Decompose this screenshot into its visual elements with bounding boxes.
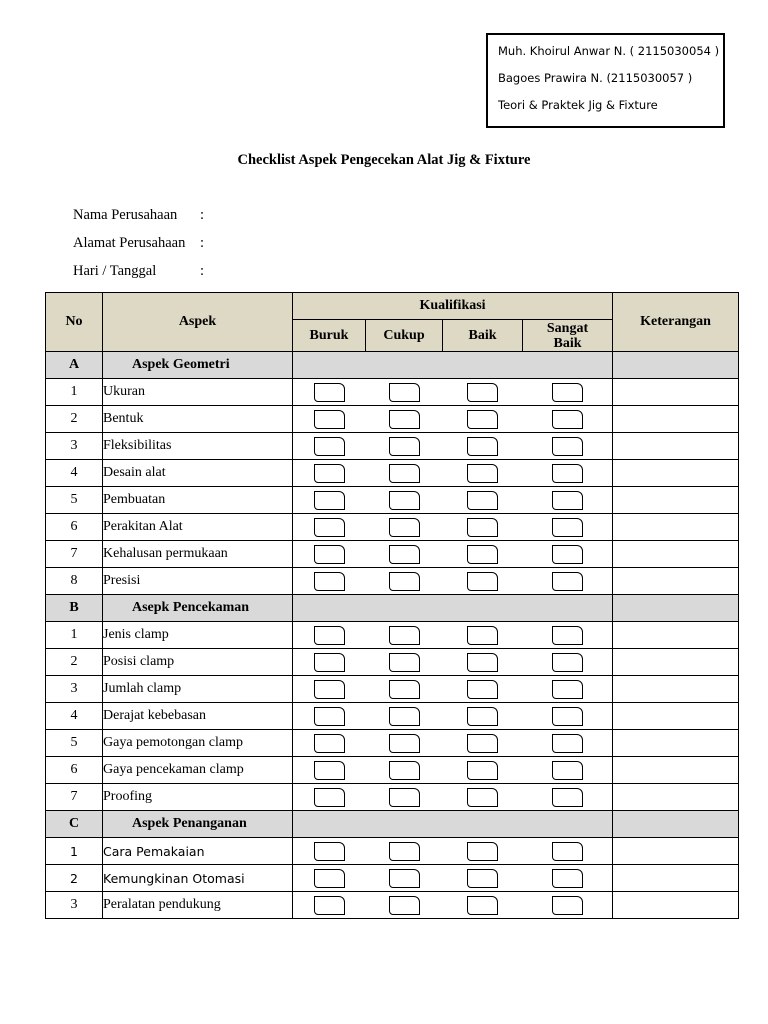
- section-keterangan: [613, 595, 739, 622]
- cell-cukup: [366, 865, 443, 892]
- header-aspek: Aspek: [103, 293, 293, 352]
- cell-baik: [443, 865, 523, 892]
- info-row-date: [73, 263, 204, 280]
- checkbox-cukup[interactable]: [389, 383, 420, 402]
- checkbox-baik[interactable]: [467, 842, 498, 861]
- cell-cukup: [366, 757, 443, 784]
- checkbox-sangat-baik[interactable]: [552, 545, 583, 564]
- section-title: Aspek Penanganan: [103, 811, 293, 838]
- cell-sangat-baik: [523, 460, 613, 487]
- cell-sangat-baik: [523, 865, 613, 892]
- row-aspek: Jenis clamp: [103, 622, 293, 649]
- header-sangat-baik: Sangat Baik: [523, 320, 613, 352]
- table-row: [46, 892, 739, 919]
- cell-cukup: [366, 514, 443, 541]
- info-label: Alamat Perusahaan: [73, 235, 186, 251]
- row-keterangan[interactable]: [613, 838, 739, 865]
- cell-cukup: [366, 433, 443, 460]
- checkbox-baik[interactable]: [467, 734, 498, 753]
- header-kualifikasi: Kualifikasi: [293, 293, 613, 320]
- row-number: 7: [46, 784, 103, 811]
- row-keterangan[interactable]: [613, 541, 739, 568]
- cell-baik: [443, 514, 523, 541]
- row-keterangan[interactable]: [613, 460, 739, 487]
- checkbox-sangat-baik[interactable]: [552, 680, 583, 699]
- row-number: 8: [46, 568, 103, 595]
- checkbox-sangat-baik[interactable]: [552, 437, 583, 456]
- cell-buruk: [293, 865, 366, 892]
- cell-baik: [443, 622, 523, 649]
- row-keterangan[interactable]: [613, 622, 739, 649]
- checklist-table: [45, 292, 739, 919]
- cell-sangat-baik: [523, 703, 613, 730]
- section-title: Aspek Geometri: [103, 352, 293, 379]
- checkbox-cukup[interactable]: [389, 842, 420, 861]
- table-row: [46, 541, 739, 568]
- table-row: [46, 784, 739, 811]
- author-info-box: [486, 33, 725, 128]
- row-number: 5: [46, 487, 103, 514]
- table-row: [46, 514, 739, 541]
- cell-baik: [443, 433, 523, 460]
- row-number: 6: [46, 514, 103, 541]
- row-keterangan[interactable]: [613, 676, 739, 703]
- checkbox-cukup[interactable]: [389, 680, 420, 699]
- header-no: No: [46, 293, 103, 352]
- row-number: 4: [46, 703, 103, 730]
- row-number: 6: [46, 757, 103, 784]
- cell-cukup: [366, 379, 443, 406]
- cell-sangat-baik: [523, 757, 613, 784]
- checkbox-sangat-baik[interactable]: [552, 896, 583, 915]
- cell-baik: [443, 784, 523, 811]
- checkbox-buruk[interactable]: [314, 707, 345, 726]
- checkbox-sangat-baik[interactable]: [552, 788, 583, 807]
- cell-cukup: [366, 406, 443, 433]
- cell-buruk: [293, 649, 366, 676]
- cell-baik: [443, 676, 523, 703]
- info-separator: :: [200, 263, 205, 279]
- row-keterangan[interactable]: [613, 892, 739, 919]
- table-row: [46, 487, 739, 514]
- checkbox-cukup[interactable]: [389, 410, 420, 429]
- cell-sangat-baik: [523, 568, 613, 595]
- checkbox-sangat-baik[interactable]: [552, 464, 583, 483]
- row-number: 1: [46, 838, 103, 865]
- header-keterangan: Keterangan: [613, 293, 739, 352]
- row-number: 3: [46, 892, 103, 919]
- cell-sangat-baik: [523, 433, 613, 460]
- info-separator: :: [200, 235, 205, 251]
- table-row: [46, 838, 739, 865]
- cell-sangat-baik: [523, 514, 613, 541]
- row-keterangan[interactable]: [613, 649, 739, 676]
- checkbox-buruk[interactable]: [314, 518, 345, 537]
- row-keterangan[interactable]: [613, 487, 739, 514]
- row-aspek: Cara Pemakaian: [103, 838, 293, 865]
- checkbox-cukup[interactable]: [389, 734, 420, 753]
- row-number: 7: [46, 541, 103, 568]
- cell-cukup: [366, 730, 443, 757]
- checkbox-buruk[interactable]: [314, 869, 345, 888]
- table-row: [46, 865, 739, 892]
- cell-sangat-baik: [523, 649, 613, 676]
- document-title: Checklist Aspek Pengecekan Alat Jig & Fixture: [237, 152, 531, 168]
- row-keterangan[interactable]: [613, 757, 739, 784]
- cell-sangat-baik: [523, 730, 613, 757]
- cell-cukup: [366, 676, 443, 703]
- row-number: 1: [46, 622, 103, 649]
- section-code: B: [46, 595, 103, 622]
- cell-baik: [443, 730, 523, 757]
- checkbox-baik[interactable]: [467, 518, 498, 537]
- row-aspek: Posisi clamp: [103, 649, 293, 676]
- row-aspek: Jumlah clamp: [103, 676, 293, 703]
- cell-buruk: [293, 487, 366, 514]
- section-keterangan: [613, 811, 739, 838]
- row-aspek: Kehalusan permukaan: [103, 541, 293, 568]
- checkbox-cukup[interactable]: [389, 545, 420, 564]
- checkbox-cukup[interactable]: [389, 896, 420, 915]
- cell-baik: [443, 541, 523, 568]
- table-row: [46, 676, 739, 703]
- checkbox-cukup[interactable]: [389, 437, 420, 456]
- cell-cukup: [366, 784, 443, 811]
- row-keterangan[interactable]: [613, 379, 739, 406]
- cell-cukup: [366, 838, 443, 865]
- checkbox-buruk[interactable]: [314, 734, 345, 753]
- cell-cukup: [366, 622, 443, 649]
- header-buruk: Buruk: [293, 320, 366, 352]
- table-row: [46, 622, 739, 649]
- checkbox-baik[interactable]: [467, 491, 498, 510]
- checkbox-cukup[interactable]: [389, 707, 420, 726]
- cell-baik: [443, 460, 523, 487]
- checkbox-cukup[interactable]: [389, 626, 420, 645]
- checkbox-sangat-baik[interactable]: [552, 518, 583, 537]
- cell-buruk: [293, 460, 366, 487]
- section-code: C: [46, 811, 103, 838]
- checkbox-sangat-baik[interactable]: [552, 653, 583, 672]
- cell-buruk: [293, 676, 366, 703]
- row-aspek: Perakitan Alat: [103, 514, 293, 541]
- checkbox-cukup[interactable]: [389, 572, 420, 591]
- section-code: A: [46, 352, 103, 379]
- cell-sangat-baik: [523, 541, 613, 568]
- section-row: [46, 595, 739, 622]
- info-row-company-address: [73, 235, 204, 252]
- cell-sangat-baik: [523, 487, 613, 514]
- cell-sangat-baik: [523, 892, 613, 919]
- table-row: [46, 703, 739, 730]
- section-filler: [293, 595, 613, 622]
- cell-cukup: [366, 460, 443, 487]
- cell-buruk: [293, 379, 366, 406]
- info-row-company-name: [73, 207, 204, 224]
- row-keterangan[interactable]: [613, 568, 739, 595]
- checkbox-baik[interactable]: [467, 572, 498, 591]
- checkbox-baik[interactable]: [467, 383, 498, 402]
- section-title: Asepk Pencekaman: [103, 595, 293, 622]
- checkbox-baik[interactable]: [467, 761, 498, 780]
- cell-buruk: [293, 541, 366, 568]
- checkbox-sangat-baik[interactable]: [552, 869, 583, 888]
- cell-baik: [443, 838, 523, 865]
- checkbox-baik[interactable]: [467, 410, 498, 429]
- row-number: 1: [46, 379, 103, 406]
- cell-buruk: [293, 433, 366, 460]
- checkbox-baik[interactable]: [467, 653, 498, 672]
- checklist-body: [46, 352, 739, 919]
- checkbox-buruk[interactable]: [314, 410, 345, 429]
- checkbox-cukup[interactable]: [389, 788, 420, 807]
- table-row: [46, 730, 739, 757]
- cell-buruk: [293, 568, 366, 595]
- checkbox-buruk[interactable]: [314, 626, 345, 645]
- table-row: [46, 379, 739, 406]
- checkbox-buruk[interactable]: [314, 383, 345, 402]
- cell-baik: [443, 406, 523, 433]
- checkbox-baik[interactable]: [467, 680, 498, 699]
- info-label: Hari / Tanggal: [73, 263, 157, 279]
- cell-sangat-baik: [523, 622, 613, 649]
- cell-baik: [443, 487, 523, 514]
- checkbox-buruk[interactable]: [314, 680, 345, 699]
- table-row: [46, 433, 739, 460]
- info-label: Nama Perusahaan: [73, 207, 178, 223]
- table-row: [46, 460, 739, 487]
- checkbox-sangat-baik[interactable]: [552, 383, 583, 402]
- cell-buruk: [293, 838, 366, 865]
- row-keterangan[interactable]: [613, 784, 739, 811]
- row-keterangan[interactable]: [613, 406, 739, 433]
- checkbox-sangat-baik[interactable]: [552, 572, 583, 591]
- cell-baik: [443, 379, 523, 406]
- author-line-2: Bagoes Prawira N. (2115030057 ): [498, 71, 693, 85]
- table-row: [46, 568, 739, 595]
- checkbox-baik[interactable]: [467, 869, 498, 888]
- row-aspek: Fleksibilitas: [103, 433, 293, 460]
- checkbox-baik[interactable]: [467, 788, 498, 807]
- checkbox-buruk[interactable]: [314, 761, 345, 780]
- row-aspek: Pembuatan: [103, 487, 293, 514]
- checkbox-sangat-baik[interactable]: [552, 491, 583, 510]
- section-filler: [293, 352, 613, 379]
- section-row: [46, 352, 739, 379]
- checkbox-baik[interactable]: [467, 464, 498, 483]
- row-number: 3: [46, 676, 103, 703]
- checkbox-buruk[interactable]: [314, 896, 345, 915]
- row-keterangan[interactable]: [613, 514, 739, 541]
- header-baik: Baik: [443, 320, 523, 352]
- checkbox-baik[interactable]: [467, 707, 498, 726]
- table-row: [46, 757, 739, 784]
- checkbox-baik[interactable]: [467, 896, 498, 915]
- cell-cukup: [366, 541, 443, 568]
- row-keterangan[interactable]: [613, 703, 739, 730]
- cell-baik: [443, 757, 523, 784]
- checkbox-buruk[interactable]: [314, 842, 345, 861]
- checkbox-baik[interactable]: [467, 437, 498, 456]
- table-row: [46, 406, 739, 433]
- cell-baik: [443, 892, 523, 919]
- row-aspek: Kemungkinan Otomasi: [103, 865, 293, 892]
- section-keterangan: [613, 352, 739, 379]
- checkbox-cukup[interactable]: [389, 653, 420, 672]
- row-aspek: Desain alat: [103, 460, 293, 487]
- checkbox-baik[interactable]: [467, 545, 498, 564]
- checkbox-cukup[interactable]: [389, 869, 420, 888]
- checkbox-buruk[interactable]: [314, 572, 345, 591]
- cell-buruk: [293, 784, 366, 811]
- cell-buruk: [293, 757, 366, 784]
- row-aspek: Derajat kebebasan: [103, 703, 293, 730]
- cell-cukup: [366, 568, 443, 595]
- checkbox-buruk[interactable]: [314, 545, 345, 564]
- cell-buruk: [293, 703, 366, 730]
- checkbox-baik[interactable]: [467, 626, 498, 645]
- cell-sangat-baik: [523, 379, 613, 406]
- author-line-1: Muh. Khoirul Anwar N. ( 2115030054 ): [498, 44, 720, 58]
- cell-cukup: [366, 487, 443, 514]
- checkbox-cukup[interactable]: [389, 464, 420, 483]
- row-keterangan[interactable]: [613, 730, 739, 757]
- cell-buruk: [293, 514, 366, 541]
- table-row: [46, 649, 739, 676]
- info-separator: :: [200, 207, 205, 223]
- checkbox-sangat-baik[interactable]: [552, 707, 583, 726]
- row-aspek: Gaya pemotongan clamp: [103, 730, 293, 757]
- row-number: 2: [46, 649, 103, 676]
- row-aspek: Presisi: [103, 568, 293, 595]
- cell-cukup: [366, 649, 443, 676]
- checkbox-cukup[interactable]: [389, 761, 420, 780]
- cell-baik: [443, 649, 523, 676]
- checkbox-buruk[interactable]: [314, 437, 345, 456]
- checkbox-sangat-baik[interactable]: [552, 626, 583, 645]
- section-filler: [293, 811, 613, 838]
- checkbox-buruk[interactable]: [314, 491, 345, 510]
- checkbox-buruk[interactable]: [314, 464, 345, 483]
- row-aspek: Bentuk: [103, 406, 293, 433]
- checkbox-buruk[interactable]: [314, 788, 345, 807]
- row-number: 5: [46, 730, 103, 757]
- cell-buruk: [293, 892, 366, 919]
- cell-sangat-baik: [523, 838, 613, 865]
- cell-buruk: [293, 730, 366, 757]
- row-number: 4: [46, 460, 103, 487]
- checkbox-sangat-baik[interactable]: [552, 842, 583, 861]
- cell-baik: [443, 703, 523, 730]
- row-aspek: Proofing: [103, 784, 293, 811]
- checkbox-sangat-baik[interactable]: [552, 410, 583, 429]
- course-line: Teori & Praktek Jig & Fixture: [498, 98, 658, 112]
- row-keterangan[interactable]: [613, 433, 739, 460]
- checkbox-sangat-baik[interactable]: [552, 761, 583, 780]
- row-aspek: Peralatan pendukung: [103, 892, 293, 919]
- cell-cukup: [366, 703, 443, 730]
- cell-sangat-baik: [523, 676, 613, 703]
- checkbox-buruk[interactable]: [314, 653, 345, 672]
- cell-sangat-baik: [523, 406, 613, 433]
- cell-sangat-baik: [523, 784, 613, 811]
- checkbox-cukup[interactable]: [389, 491, 420, 510]
- checkbox-sangat-baik[interactable]: [552, 734, 583, 753]
- row-number: 3: [46, 433, 103, 460]
- row-number: 2: [46, 865, 103, 892]
- row-number: 2: [46, 406, 103, 433]
- row-aspek: Gaya pencekaman clamp: [103, 757, 293, 784]
- header-cukup: Cukup: [366, 320, 443, 352]
- cell-baik: [443, 568, 523, 595]
- section-row: [46, 811, 739, 838]
- cell-cukup: [366, 892, 443, 919]
- checkbox-cukup[interactable]: [389, 518, 420, 537]
- row-keterangan[interactable]: [613, 865, 739, 892]
- cell-buruk: [293, 622, 366, 649]
- row-aspek: Ukuran: [103, 379, 293, 406]
- cell-buruk: [293, 406, 366, 433]
